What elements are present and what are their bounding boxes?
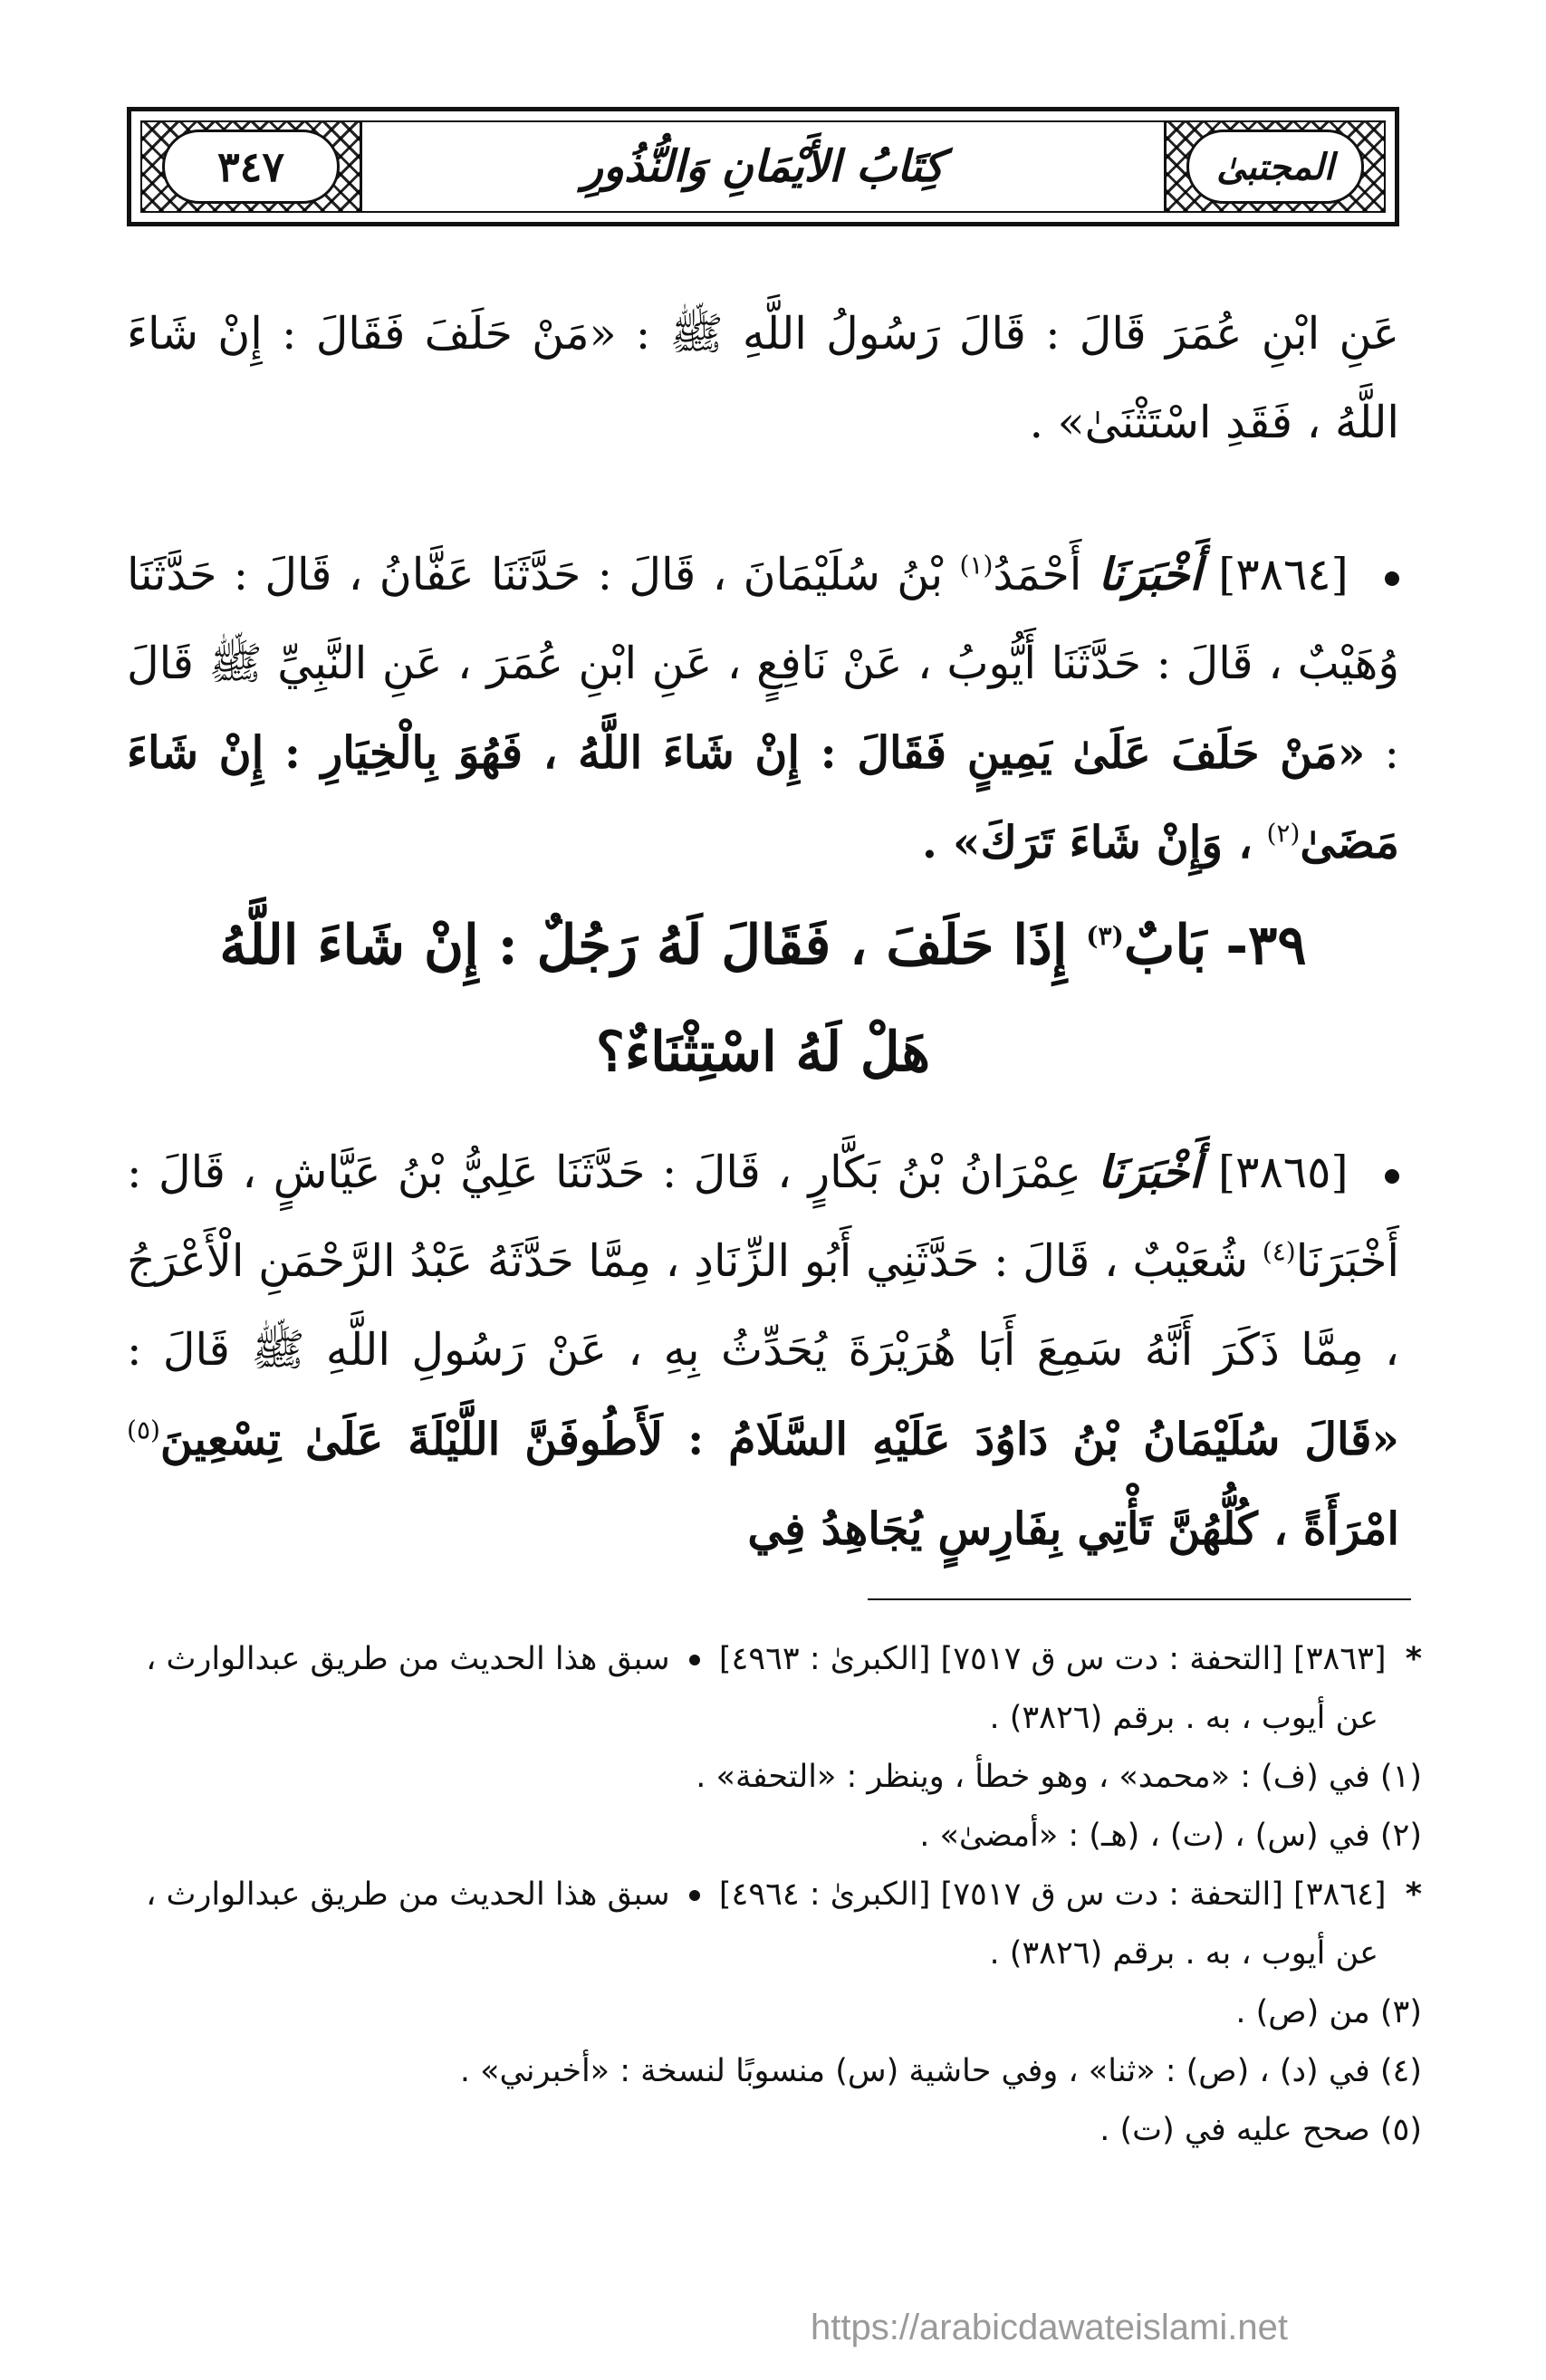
footnote (127, 1866, 1422, 1924)
footnotes (127, 1630, 1422, 2160)
series-title: المجتبىٰ (1186, 130, 1364, 204)
isnad-part: بْنُ سُلَيْمَانَ ، قَالَ : حَدَّثَنَا عَفَّانُ ، قَالَ : حَدَّثَنَا وُهَيْبٌ ، قَالَ : حَدَّثَنَا أَيُّوبُ ، عَنْ نَافِعٍ ، عَنِ ابْنِ عُمَرَ ، عَنِ النَّبِيِّ ﷺ قَالَ : (127, 549, 1399, 779)
footnote-ref: (٥) (127, 1415, 160, 1445)
bullet-icon (689, 1890, 700, 1901)
hadith-number: [٣٨٦٤] (1218, 549, 1349, 600)
header-frame (140, 120, 1386, 213)
footnote: (٢) في (س) ، (ت) ، (هـ) : «أمضىٰ» . (919, 1818, 1422, 1854)
bullet-icon (1385, 1169, 1399, 1184)
footnote-divider (868, 1598, 1411, 1600)
header-title-band (360, 122, 1167, 211)
hadith-3865 (127, 1128, 1399, 1574)
hadith-number: [٣٨٦٥] (1218, 1147, 1349, 1198)
footnote-text: سبق هذا الحديث من طريق عبدالوارث ، (146, 1641, 670, 1677)
footnote: (٣) من (ص) . (1235, 1994, 1422, 2030)
isnad-part: أَحْمَدُ (993, 549, 1082, 600)
chapter-number: ٣٩- بَابٌ (1123, 914, 1307, 977)
akhbarana: أَخْبَرَنَا (1098, 548, 1202, 600)
footnote-ref: (٢) (1266, 818, 1301, 849)
footnote: (١) في (ف) : «محمد» ، وهو خطأ ، وينظر : «التحفة» . (696, 1759, 1422, 1795)
isnad-part: عِمْرَانُ بْنُ بَكَّارٍ ، قَالَ : حَدَّثَنَا عَلِيُّ بْنُ عَيَّاشٍ ، قَالَ : أَخْبَرَنَا (127, 1147, 1399, 1287)
matn: «قَالَ سُلَيْمَانُ بْنُ دَاوُدَ عَلَيْهِ السَّلَامُ : لَأَطُوفَنَّ اللَّيْلَةَ عَلَىٰ تِسْعِينَ (159, 1413, 1399, 1465)
bullet-icon (1385, 571, 1399, 586)
footnote-lead: [٣٨٦٣] [التحفة : دت س ق ٧٥١٧] [الكبرىٰ : ٤٩٦٣] (718, 1641, 1387, 1677)
chapter-title: إِذَا حَلَفَ ، فَقَالَ لَهُ رَجُلٌ : إِنْ شَاءَ اللَّهُ (219, 914, 1068, 977)
footnote-marker: * (1405, 1876, 1422, 1913)
footnote (127, 1630, 1422, 1689)
paragraph-continuation (127, 290, 1399, 467)
bullet-icon (689, 1655, 700, 1665)
akhbarana: أَخْبَرَنَا (1098, 1146, 1202, 1198)
chapter-line (127, 892, 1399, 999)
isnad-part: شُعَيْبٌ ، قَالَ : حَدَّثَنِي أَبُو الزِّنَادِ ، مِمَّا حَدَّثَهُ عَبْدُ الرَّحْمَنِ الْأَعْرَجُ ، مِمَّا ذَكَرَ أَنَّهُ سَمِعَ أَبَا هُرَيْرَةَ يُحَدِّثُ بِهِ ، عَنْ رَسُولِ اللَّهِ ﷺ قَالَ : (127, 1235, 1399, 1376)
page-header (127, 107, 1399, 226)
paragraph-text: عَنِ ابْنِ عُمَرَ قَالَ : قَالَ رَسُولُ اللَّهِ ﷺ : «مَنْ حَلَفَ فَقَالَ : إِنْ شَاءَ اللَّهُ ، فَقَدِ اسْتَثْنَىٰ» . (127, 308, 1399, 448)
ornament-right (1167, 122, 1384, 211)
matn: «مَنْ حَلَفَ عَلَىٰ يَمِينٍ فَقَالَ : إِنْ شَاءَ اللَّهُ ، فَهُوَ بِالْخِيَارِ : إِنْ شَاءَ مَضَىٰ (127, 726, 1399, 869)
footnote-text: سبق هذا الحديث من طريق عبدالوارث ، (146, 1876, 670, 1913)
footnote: عن أيوب ، به . برقم (٣٨٢٦) . (989, 1935, 1378, 1972)
footnote-ref: (٣) (1086, 921, 1124, 951)
footnote: (٤) في (د) ، (ص) : «ثنا» ، وفي حاشية (س) منسوبًا لنسخة : «أخبرني» . (459, 2053, 1422, 2089)
book-title: كِتَابُ الأَيْمَانِ وَالنُّذُورِ (581, 141, 945, 192)
matn: امْرَأَةً ، كُلُّهُنَّ تَأْتِي بِفَارِسٍ يُجَاهِدُ فِي (747, 1502, 1399, 1555)
page-number: ٣٤٧ (162, 130, 340, 204)
ornament-left (142, 122, 360, 211)
watermark-url: https://arabicdawateislami.net (811, 2308, 1288, 2347)
footnote-lead: [٣٨٦٤] [التحفة : دت س ق ٧٥١٧] [الكبرىٰ : ٤٩٦٤] (718, 1876, 1387, 1913)
footnote-ref: (٤) (1262, 1236, 1296, 1267)
hadith-3864 (127, 530, 1399, 888)
chapter-heading (127, 892, 1399, 1106)
matn: ، وَإِنْ شَاءَ تَرَكَ» . (921, 816, 1253, 869)
footnote: (٥) صحح عليه في (ت) . (1099, 2112, 1422, 2148)
footnote-marker: * (1405, 1641, 1422, 1677)
footnote-ref: (١) (959, 550, 994, 581)
footnote: عن أيوب ، به . برقم (٣٨٢٦) . (989, 1700, 1378, 1736)
chapter-line: هَلْ لَهُ اسْتِثْنَاءٌ؟ (596, 1021, 930, 1084)
